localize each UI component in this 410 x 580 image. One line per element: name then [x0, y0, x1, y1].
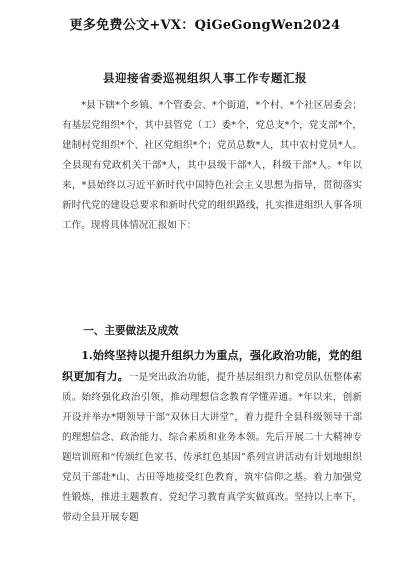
document-title: 县迎接省委巡视组织人事工作专题汇报: [103, 71, 307, 85]
point-1-text: 一是突出政治功能，提升基层组织力和党员队伍整体素质。始终强化政治引领，推动理想信念教育学懂弄通。*年以来，创新开设并举办*期领导干部“双休日大讲堂”，着力提升全县科级领导干部的理想信念、政治能力、综合素质和业务本领。先后开展二十大精神专题培训班和“传颂红色家书、传承红色基因”系列宣讲活动有计划地组织党员干部赴*山、古田等地接受红色教育，筑牢信仰之基。着力加强党性锻炼，推进主题教育、党纪学习教育真学实做真改。坚持以上率下，带动全县开展专题: [62, 372, 363, 523]
point-1-paragraph: [62, 346, 362, 528]
promo-banner: 更多免费公文+VX：QiGeGongWen2024: [69, 18, 341, 33]
intro-paragraph: *县下辖*个乡镇、*个管委会、*个街道，*个村、*个社区居委会；有基层党组织*个，其中县管党（工）委*个，党总支*个，党支部*个，建制村党组织*个、社区党组织*个；党员总数*人，其中农村党员*人。全县现有党政机关干部*人，其中县级干部*人，科级干部*人。*年以来，*县始终以习近平新时代中国特色社会主义思想为指导，贯彻落实新时代党的建设总要求和新时代党的组织路线，扎实推进组织人事各项工作。现将具体情况汇报如下：: [62, 100, 362, 231]
point-1-lead: 1.始终坚持以提升组织力为重点，强化政治功能，党的组织更加有力。: [62, 349, 362, 383]
section-heading: 一、主要做法及成效: [83, 325, 179, 337]
